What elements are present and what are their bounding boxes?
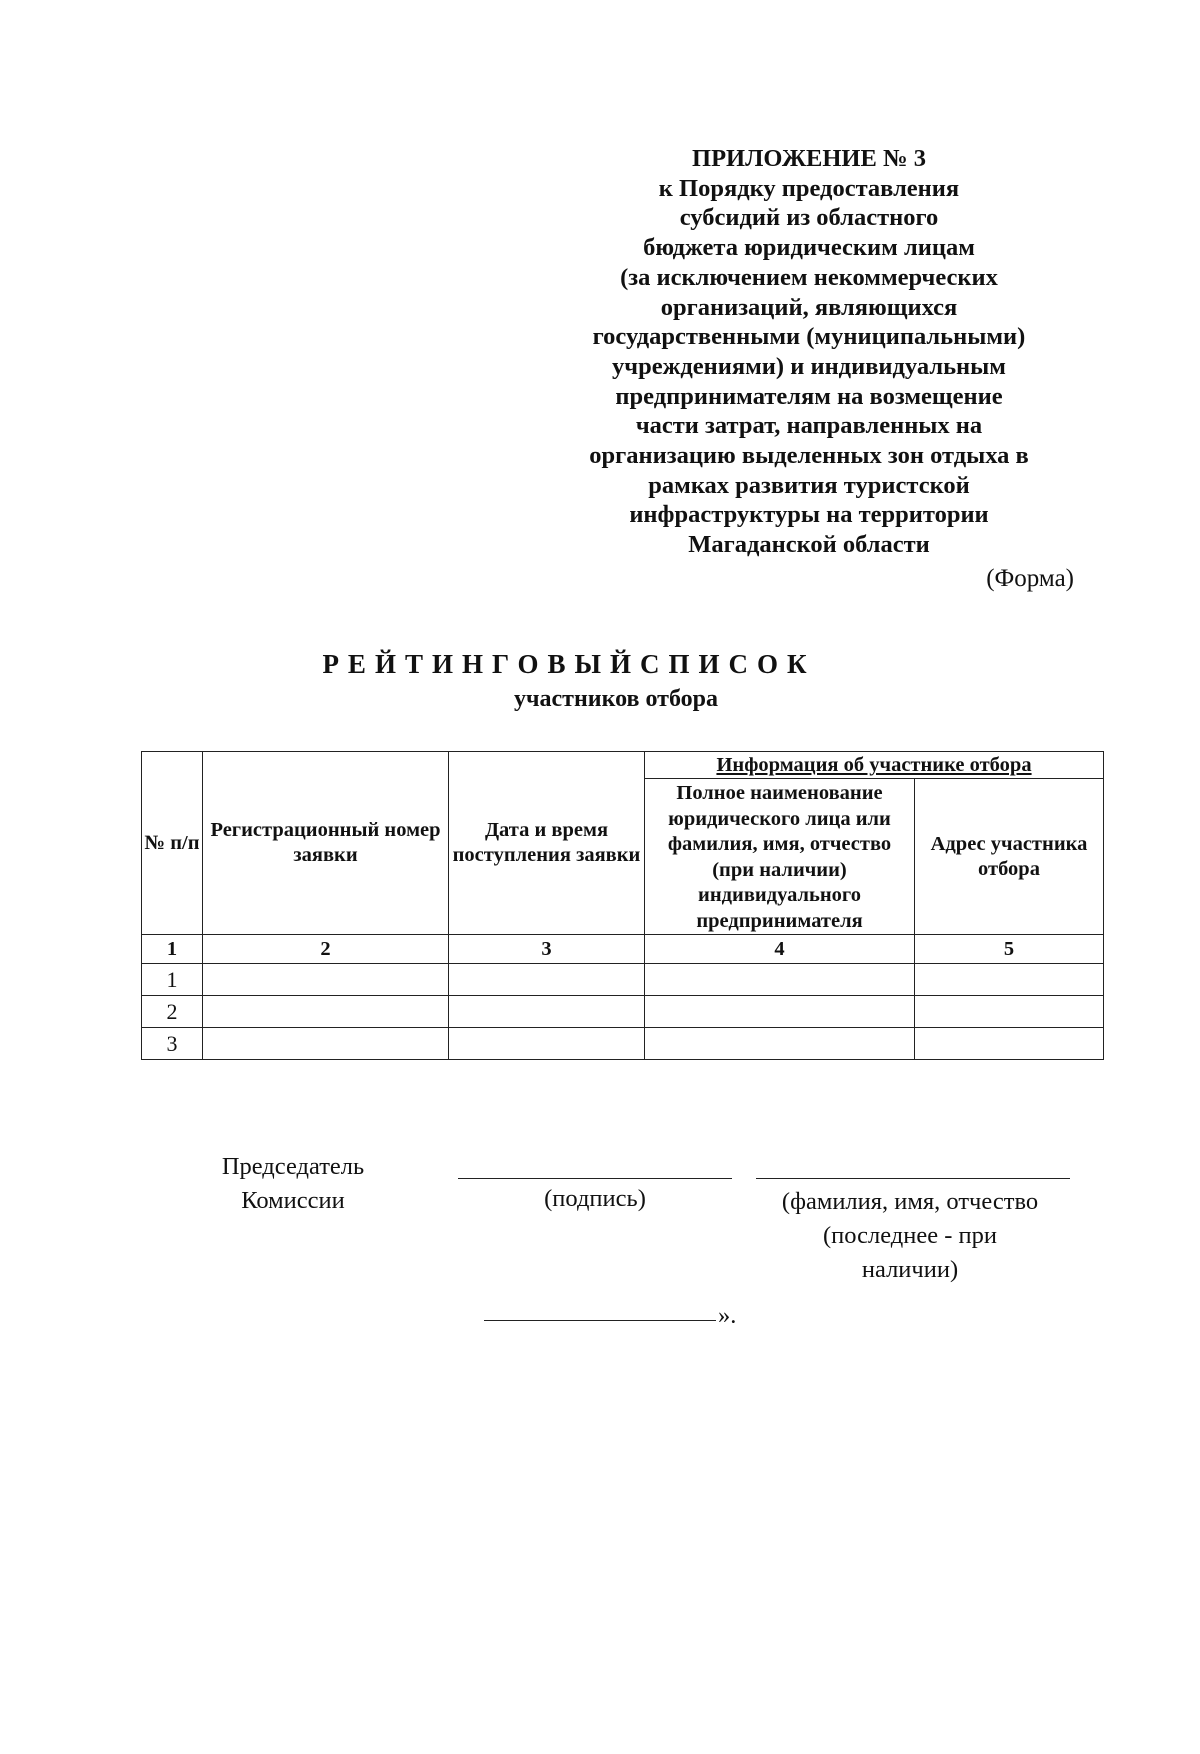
appendix-line: организацию выделенных зон отдыха в (589, 442, 1029, 470)
rating-table (141, 751, 1104, 1060)
chair-label (208, 1150, 378, 1218)
appendix-line: к Порядку предоставления (658, 174, 960, 202)
appendix-line: (за исключением некоммерческих (620, 263, 998, 291)
form-label: (Форма) (986, 565, 1074, 592)
table-row (142, 964, 1104, 996)
address-cell (915, 964, 1104, 996)
appendix-line: бюджета юридическим лицам (643, 234, 975, 262)
name-cell (645, 996, 915, 1028)
datetime-cell (449, 1028, 645, 1060)
appendix-line: государственными (муниципальными) (592, 323, 1026, 351)
document-subtitle: участников отбора (513, 686, 718, 712)
column-number: 5 (915, 935, 1104, 964)
column-number: 4 (645, 935, 915, 964)
address-cell (915, 1028, 1104, 1060)
column-number-row (142, 935, 1104, 964)
row-number: 2 (142, 996, 203, 1028)
chair-label-line: Председатель (221, 1153, 365, 1180)
appendix-line: предпринимателям на возмещение (615, 382, 1003, 410)
full-name-caption (740, 1185, 1080, 1287)
reg-number-cell (203, 964, 449, 996)
signature-caption: (подпись) (544, 1185, 646, 1212)
address-cell (915, 996, 1104, 1028)
appendix-line: ПРИЛОЖЕНИЕ № 3 (692, 145, 926, 172)
reg-number-cell (203, 1028, 449, 1060)
col-reg-number-header: Регистрационный номер заявки (203, 752, 449, 935)
participant-info-group-header: Информация об участнике отбора (645, 752, 1104, 779)
row-number: 1 (142, 964, 203, 996)
col-datetime-header: Дата и время поступления заявки (449, 752, 645, 935)
col-number-header: № п/п (142, 752, 203, 935)
table-row (142, 996, 1104, 1028)
table-row (142, 1028, 1104, 1060)
date-closing-quote: ». (718, 1302, 737, 1329)
name-cell (645, 964, 915, 996)
full-name-caption-line: (последнее - при (823, 1222, 997, 1249)
full-name-caption-line: (фамилия, имя, отчество (781, 1188, 1039, 1215)
document-title: РЕЙТИНГОВЫЙСПИСОК (322, 649, 816, 679)
appendix-line: учреждениями) и индивидуальным (612, 352, 1006, 380)
column-number: 1 (142, 935, 203, 964)
appendix-line: Магаданской области (688, 531, 930, 559)
appendix-line: части затрат, направленных на (635, 412, 983, 440)
reg-number-cell (203, 996, 449, 1028)
appendix-line: рамках развития туристской (648, 471, 970, 499)
col-address-header: Адрес участника отбора (915, 779, 1104, 935)
full-name-line (756, 1178, 1070, 1179)
table-header-row (142, 752, 1104, 779)
appendix-line: организаций, являющихся (660, 293, 958, 321)
date-line (484, 1320, 716, 1321)
col-name-header: Полное наименование юридического лица или фамилия, имя, отчество (при наличии) индивидуального предпринимателя (645, 779, 915, 935)
datetime-cell (449, 996, 645, 1028)
column-number: 3 (449, 935, 645, 964)
appendix-line: субсидий из областного (679, 204, 939, 232)
chair-label-line: Комиссии (241, 1187, 345, 1214)
appendix-line: инфраструктуры на территории (629, 501, 989, 529)
appendix-header (548, 144, 1070, 560)
name-cell (645, 1028, 915, 1060)
full-name-caption-line: наличии) (861, 1256, 959, 1283)
row-number: 3 (142, 1028, 203, 1060)
datetime-cell (449, 964, 645, 996)
column-number: 2 (203, 935, 449, 964)
signature-line (458, 1178, 732, 1179)
